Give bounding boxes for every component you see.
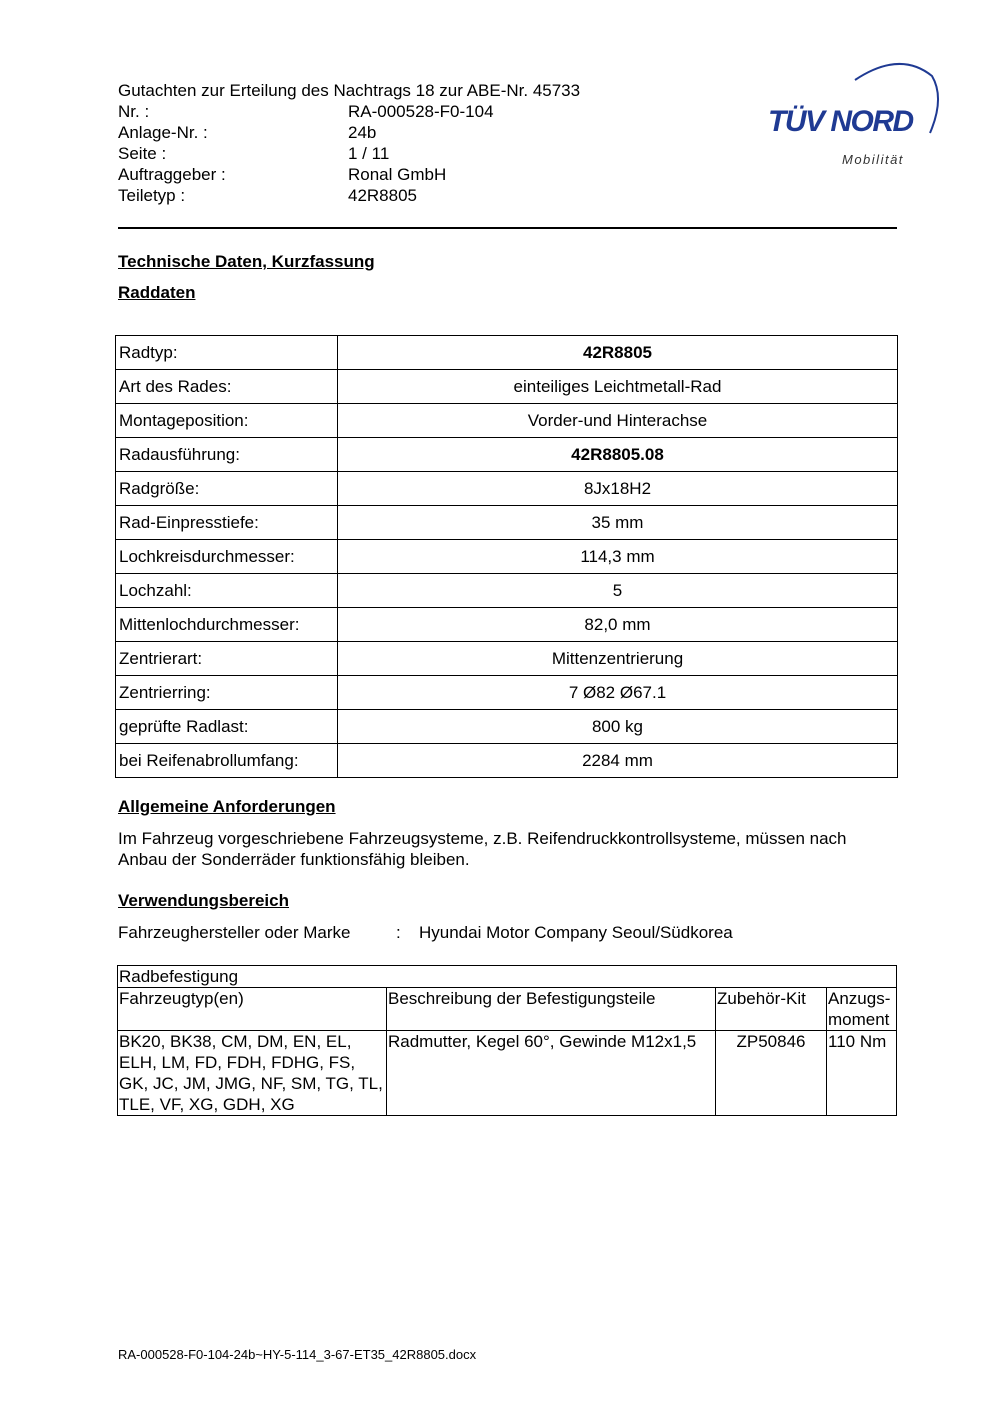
meta-value: Ronal GmbH — [348, 165, 447, 184]
raddaten-label: Zentrierring: — [116, 676, 338, 710]
meta-row — [118, 122, 718, 143]
allgemein-text: Im Fahrzeug vorgeschriebene Fahrzeugsysteme, z.B. Reifendruckkontrollsysteme, müssen nach Anbau der Sonderräder funktionsfähig bleiben. — [118, 829, 847, 869]
document-header — [118, 80, 718, 206]
befestigung-header-types: Fahrzeugtyp(en) — [118, 988, 387, 1031]
raddaten-row — [116, 574, 898, 608]
section-raddaten: Raddaten — [118, 283, 196, 302]
meta-row — [118, 185, 718, 206]
raddaten-label: Radgröße: — [116, 472, 338, 506]
logo-subtitle: Mobilität — [842, 152, 904, 167]
raddaten-value: 114,3 mm — [338, 540, 898, 574]
verwendung-row — [118, 923, 733, 943]
raddaten-label: geprüfte Radlast: — [116, 710, 338, 744]
raddaten-label: Montageposition: — [116, 404, 338, 438]
raddaten-label: Art des Rades: — [116, 370, 338, 404]
raddaten-value: Mittenzentrierung — [338, 642, 898, 676]
meta-value: 1 / 11 — [348, 144, 390, 163]
raddaten-value: 5 — [338, 574, 898, 608]
meta-value: RA-000528-F0-104 — [348, 102, 494, 121]
raddaten-row — [116, 370, 898, 404]
meta-value: 24b — [348, 123, 377, 142]
raddaten-value: 8Jx18H2 — [338, 472, 898, 506]
raddaten-table — [115, 335, 898, 778]
meta-label: Seite : — [118, 144, 167, 163]
befestigung-header-moment: Anzugs-moment — [827, 988, 897, 1031]
befestigung-beschreibung: Radmutter, Kegel 60°, Gewinde M12x1,5 — [387, 1031, 716, 1116]
meta-row — [118, 101, 718, 122]
raddaten-row — [116, 540, 898, 574]
raddaten-label: Lochkreisdurchmesser: — [116, 540, 338, 574]
raddaten-row — [116, 506, 898, 540]
meta-row — [118, 143, 718, 164]
meta-label: Nr. : — [118, 102, 150, 121]
raddaten-row — [116, 438, 898, 472]
raddaten-label: Radtyp: — [116, 336, 338, 370]
raddaten-value: einteiliges Leichtmetall-Rad — [338, 370, 898, 404]
section-verwendung: Verwendungsbereich — [118, 891, 289, 910]
befestigung-header-beschreibung: Beschreibung der Befestigungsteile — [387, 988, 716, 1031]
section-allgemein: Allgemeine Anforderungen — [118, 797, 336, 816]
raddaten-value: 800 kg — [338, 710, 898, 744]
befestigung-header-kit: Zubehör-Kit — [716, 988, 827, 1031]
raddaten-label: Rad-Einpresstiefe: — [116, 506, 338, 540]
raddaten-label: Lochzahl: — [116, 574, 338, 608]
raddaten-row — [116, 472, 898, 506]
document-title: Gutachten zur Erteilung des Nachtrags 18 zur ABE-Nr. 45733 — [118, 81, 581, 100]
befestigung-kit: ZP50846 — [716, 1031, 827, 1116]
meta-row — [118, 164, 718, 185]
befestigung-moment: 110 Nm — [827, 1031, 897, 1116]
raddaten-row — [116, 608, 898, 642]
raddaten-value: 2284 mm — [338, 744, 898, 778]
raddaten-row — [116, 404, 898, 438]
raddaten-row — [116, 744, 898, 778]
raddaten-value: 42R8805.08 — [338, 438, 898, 472]
tuv-nord-logo — [760, 58, 950, 173]
raddaten-row — [116, 642, 898, 676]
section-tech: Technische Daten, Kurzfassung — [118, 252, 375, 271]
meta-value: 42R8805 — [348, 186, 418, 205]
raddaten-value: Vorder-und Hinterachse — [338, 404, 898, 438]
raddaten-value: 42R8805 — [338, 336, 898, 370]
raddaten-row — [116, 676, 898, 710]
meta-label: Teiletyp : — [118, 186, 186, 205]
befestigung-types: BK20, BK38, CM, DM, EN, EL, ELH, LM, FD, FDH, FDHG, FS, GK, JC, JM, JMG, NF, SM, TG, TL, TLE, VF, XG, GDH, XG — [118, 1031, 387, 1116]
verwendung-value: Hyundai Motor Company Seoul/Südkorea — [419, 923, 733, 942]
raddaten-label: bei Reifenabrollumfang: — [116, 744, 338, 778]
befestigung-title: Radbefestigung — [118, 966, 897, 988]
verwendung-sep: : — [396, 923, 401, 942]
raddaten-label: Mittenlochdurchmesser: — [116, 608, 338, 642]
raddaten-value: 82,0 mm — [338, 608, 898, 642]
meta-label: Anlage-Nr. : — [118, 123, 208, 142]
raddaten-label: Zentrierart: — [116, 642, 338, 676]
verwendung-label: Fahrzeughersteller oder Marke — [118, 923, 351, 942]
logo-brand: TÜV NORD — [768, 105, 913, 138]
befestigung-table — [117, 965, 897, 1116]
raddaten-row — [116, 710, 898, 744]
raddaten-row — [116, 336, 898, 370]
raddaten-value: 35 mm — [338, 506, 898, 540]
footer-filename: RA-000528-F0-104-24b~HY-5-114_3-67-ET35_42R8805.docx — [118, 1347, 477, 1362]
header-divider — [118, 227, 897, 229]
raddaten-label: Radausführung: — [116, 438, 338, 472]
header-meta — [118, 101, 718, 206]
raddaten-value: 7 Ø82 Ø67.1 — [338, 676, 898, 710]
meta-label: Auftraggeber : — [118, 165, 226, 184]
